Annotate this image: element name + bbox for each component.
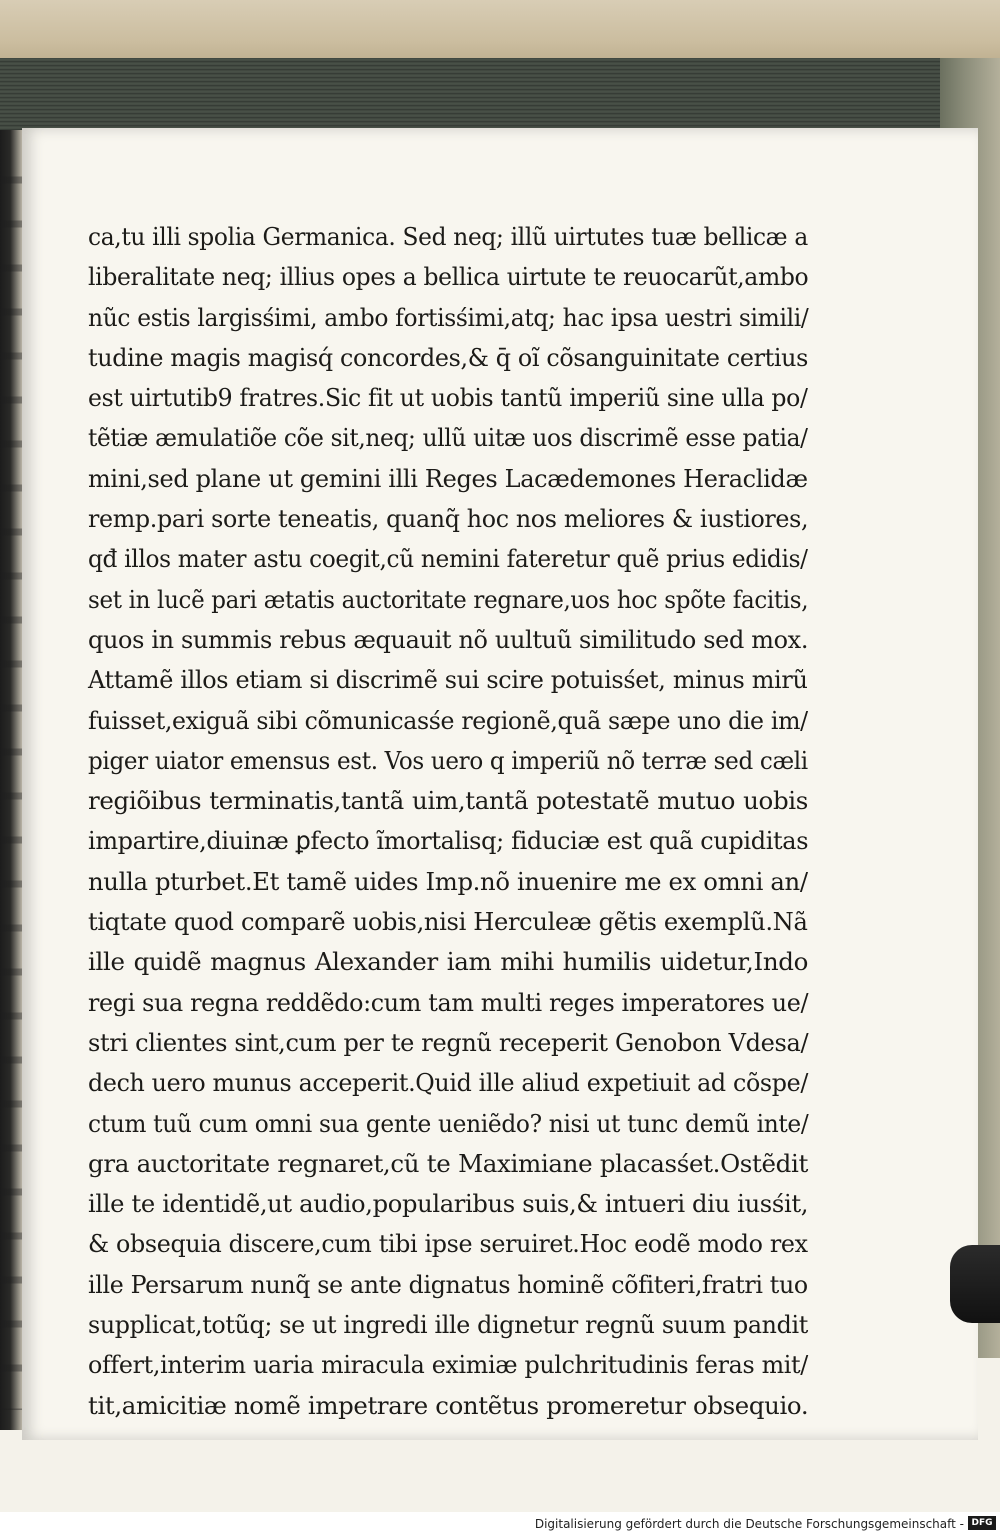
text-line: tudine magis magisq́ concordes,& q̄ oĩ cõsanguinitate certius — [88, 342, 808, 372]
bottom-margin — [0, 1440, 1000, 1512]
text-line: remp.pari sorte teneatis, quanq̃ hoc nos meliores & iustiores, — [88, 504, 809, 534]
text-line: impartire,diuinæ ꝑfecto ĩmortalisq; fiduciæ est quã cupiditas — [88, 826, 809, 856]
text-line: regi sua regna reddẽdo:cum tam multi reges imperatores ue/ — [88, 987, 809, 1017]
text-line: fuisset,exiguã sibi cõmunicasśe regionẽ,quã sæpe uno die im/ — [88, 705, 808, 735]
text-line: piger uiator emensus est. Vos uero q imperiũ nõ terræ sed cæli — [88, 745, 808, 775]
text-line: liberalitate neq; illius opes a bellica uirtute te reuocarũt,ambo — [88, 262, 809, 292]
text-line: ille te identidẽ,ut audio,popularibus suis,& intueri diu iusśit, — [88, 1189, 809, 1219]
text-line: supplicat,totũq; se ut ingredi ille dignetur regnũ suum pandit — [88, 1310, 808, 1340]
text-line: est uirtutib9 fratres.Sic fit ut uobis tantũ imperiũ sine ulla po/ — [88, 383, 808, 413]
text-line: Attamẽ illos etiam si discrimẽ sui scire potuisśet, minus mirũ — [88, 665, 808, 695]
text-line: qđ illos mater astu coegit,cũ nemini fateretur quẽ prius edidis/ — [88, 544, 808, 574]
text-block — [88, 217, 808, 1426]
text-line: nulla pturbet.Et tamẽ uides Imp.nõ inuenire me ex omni an/ — [88, 866, 808, 896]
text-line: stri clientes sint,cum per te regnũ receperit Genobon Vdesa/ — [88, 1027, 809, 1057]
text-line: ille quidẽ magnus Alexander iam mihi humilis uidetur,Indo — [88, 947, 808, 977]
footer-credit: Digitalisierung gefördert durch die Deutsche Forschungsgemeinschaft - — [534, 1517, 964, 1531]
text-line: offert,interim uaria miracula eximiæ pulchritudinis feras mit/ — [88, 1350, 808, 1380]
text-line: quos in summis rebus æquauit nõ uultuũ similitudo sed mox. — [88, 624, 809, 654]
text-line: & obsequia discere,cum tibi ipse seruiret.Hoc eodẽ modo rex — [88, 1229, 808, 1259]
text-line: dech uero munus acceperit.Quid ille aliud expetiuit ad cõspe/ — [88, 1068, 808, 1098]
book-page — [22, 128, 978, 1440]
text-line: tiqtate quod comparẽ uobis,nisi Herculeæ gẽtis exemplũ.Nã — [88, 907, 808, 937]
text-line: tẽtiæ æmulatiõe cõe sit,neq; ullũ uitæ uos discrimẽ esse patia/ — [88, 423, 808, 453]
text-line: mini,sed plane ut gemini illi Reges Lacædemones Heraclidæ — [88, 463, 808, 493]
text-line: ctum tuũ cum omni sua gente ueniẽdo? nisi ut tunc demũ inte/ — [88, 1108, 809, 1138]
dfg-logo: DFG — [968, 1516, 996, 1530]
clip-tab — [950, 1245, 1000, 1323]
text-line: set in lucẽ pari ætatis auctoritate regnare,uos hoc spõte facitis, — [88, 584, 809, 614]
text-line: nũc estis largisśimi, ambo fortisśimi,atq; hac ipsa uestri simili/ — [88, 302, 809, 332]
text-line: ille Persarum nunq̃ se ante dignatus hominẽ cõfiteri,fratri tuo — [88, 1269, 808, 1299]
text-line: ca,tu illi spolia Germanica. Sed neq; illũ uirtutes tuæ bellicæ a — [88, 222, 808, 251]
text-line: tit,amicitiæ nomẽ impetrare contẽtus promeretur obsequio. — [88, 1390, 809, 1420]
text-line: regiõibus terminatis,tantã uim,tantã potestatẽ mutuo uobis — [88, 786, 808, 816]
text-line: gra auctoritate regnaret,cũ te Maximiane placasśet.Ostẽdit — [88, 1148, 808, 1178]
